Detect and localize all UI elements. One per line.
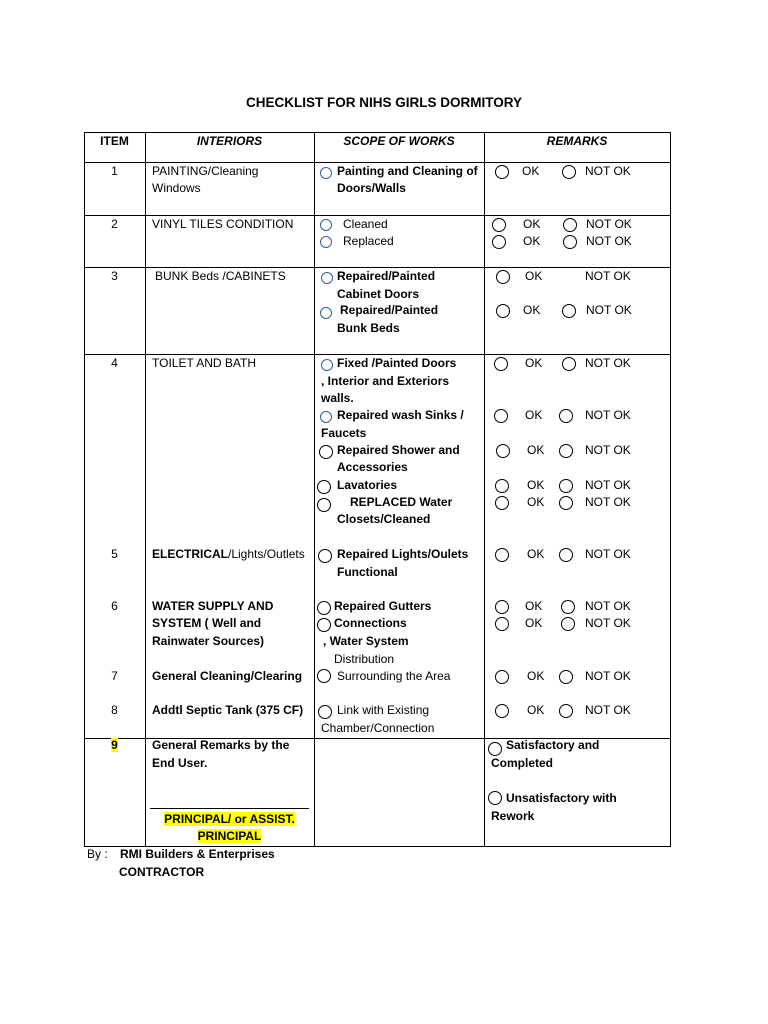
signature-line (150, 808, 309, 809)
interior-text: Windows (152, 181, 201, 195)
scope-radio[interactable] (317, 601, 331, 615)
scope-text: Repaired Gutters (334, 599, 432, 613)
item-number: 7 (111, 669, 118, 683)
not-ok-label: NOT OK (585, 547, 631, 561)
ok-radio[interactable] (496, 304, 510, 318)
contractor-name: RMI Builders & Enterprises (120, 847, 275, 861)
ok-label: OK (527, 703, 545, 717)
ok-radio[interactable] (495, 479, 509, 493)
scope-text: Faucets (321, 426, 367, 440)
interior-text: End User. (152, 756, 208, 770)
interior-text: TOILET AND BATH (152, 356, 257, 370)
ok-label: OK (523, 234, 541, 248)
ok-label: OK (525, 616, 543, 630)
scope-text: Repaired Lights/Oulets (337, 547, 469, 561)
ok-label: OK (525, 599, 543, 613)
scope-text: Accessories (337, 460, 408, 474)
scope-text: Painting and Cleaning of (337, 164, 478, 178)
item-number: 8 (111, 703, 118, 717)
ok-radio[interactable] (494, 409, 508, 423)
scope-text: Link with Existing (337, 703, 430, 717)
ok-label: OK (527, 495, 545, 509)
ok-radio[interactable] (495, 165, 509, 179)
not-ok-label: NOT OK (585, 269, 631, 283)
ok-radio[interactable] (494, 357, 508, 371)
scope-radio[interactable] (318, 705, 332, 719)
not-ok-radio[interactable] (562, 357, 576, 371)
scope-text: Repaired/Painted (340, 303, 439, 317)
scope-text: walls. (321, 391, 354, 405)
ok-radio[interactable] (495, 617, 509, 631)
scope-text: Doors/Walls (337, 181, 406, 195)
not-ok-label: NOT OK (585, 164, 631, 178)
remark-text: Satisfactory and (506, 738, 600, 752)
ok-label: OK (523, 303, 541, 317)
ok-radio[interactable] (492, 235, 506, 249)
scope-text: Repaired Shower and (337, 443, 460, 457)
ok-radio[interactable] (495, 496, 509, 510)
header-item: ITEM (100, 134, 129, 148)
not-ok-label: NOT OK (586, 303, 632, 317)
not-ok-label: NOT OK (585, 408, 631, 422)
scope-radio[interactable] (317, 669, 331, 683)
scope-radio[interactable] (317, 618, 331, 632)
scope-text: Replaced (343, 234, 394, 248)
scope-radio[interactable] (319, 445, 333, 459)
scope-text: Bunk Beds (337, 321, 400, 335)
ok-radio[interactable] (495, 548, 509, 562)
interior-text: ELECTRICAL/Lights/Outlets (152, 547, 305, 561)
not-ok-radio[interactable] (563, 235, 577, 249)
scope-text: Closets/Cleaned (337, 512, 431, 526)
item-number: 1 (111, 164, 118, 178)
satisfactory-radio[interactable] (488, 742, 502, 756)
not-ok-radio[interactable] (559, 496, 573, 510)
item-number: 6 (111, 599, 118, 613)
header-interiors: INTERIORS (196, 134, 263, 148)
not-ok-radio[interactable] (559, 670, 573, 684)
item-number: 2 (111, 217, 118, 231)
scope-text: Functional (337, 565, 398, 579)
scope-text: Distribution (334, 652, 395, 666)
scope-radio[interactable] (320, 307, 332, 319)
not-ok-label: NOT OK (585, 669, 631, 683)
not-ok-label: NOT OK (585, 356, 631, 370)
ok-label: OK (525, 356, 543, 370)
ok-label: OK (525, 269, 543, 283)
ok-radio[interactable] (496, 444, 510, 458)
ok-label: OK (527, 443, 545, 457)
not-ok-label: NOT OK (585, 599, 631, 613)
interior-text: SYSTEM ( Well and (152, 616, 262, 630)
interior-text: WATER SUPPLY AND (152, 599, 274, 613)
header-scope: SCOPE OF WORKS (343, 134, 455, 148)
not-ok-radio[interactable] (559, 548, 573, 562)
scope-radio[interactable] (320, 219, 332, 231)
remark-text: Rework (491, 809, 535, 823)
remark-text: Completed (491, 756, 554, 770)
ok-label: OK (525, 408, 543, 422)
scope-text: Surrounding the Area (337, 669, 451, 683)
not-ok-radio[interactable] (562, 304, 576, 318)
scope-text: , Water System (323, 634, 409, 648)
interior-text: VINYL TILES CONDITION (152, 217, 294, 231)
ok-radio[interactable] (495, 704, 509, 718)
interior-text: General Remarks by the (152, 738, 290, 752)
unsatisfactory-radio[interactable] (488, 791, 502, 805)
scope-text: Repaired wash Sinks / (337, 408, 464, 422)
scope-radio[interactable] (320, 411, 332, 423)
scope-text: REPLACED Water (350, 495, 453, 509)
interior-text: PAINTING/Cleaning (152, 164, 259, 178)
scope-text: , Interior and Exteriors (321, 374, 450, 388)
scope-radio[interactable] (320, 167, 332, 179)
ok-label: OK (527, 547, 545, 561)
header-remarks: REMARKS (546, 134, 608, 148)
scope-text: Lavatories (337, 478, 398, 492)
not-ok-label: NOT OK (585, 495, 631, 509)
ok-radio[interactable] (496, 270, 510, 284)
contractor-role: CONTRACTOR (119, 865, 205, 879)
scope-radio[interactable] (317, 498, 331, 512)
interior-text: General Cleaning/Clearing (152, 669, 303, 683)
ok-label: OK (527, 478, 545, 492)
signature-title: PRINCIPAL (197, 829, 262, 843)
footer-by: By : (87, 847, 108, 861)
scope-radio[interactable] (320, 236, 332, 248)
scope-text: Cleaned (343, 217, 388, 231)
scope-text: Chamber/Connection (321, 721, 435, 735)
ok-radio[interactable] (495, 670, 509, 684)
scope-radio[interactable] (317, 480, 331, 494)
interior-text: Rainwater Sources) (152, 634, 265, 648)
not-ok-radio[interactable] (563, 218, 577, 232)
not-ok-radio[interactable] (561, 617, 575, 631)
item-number: 4 (111, 356, 118, 370)
not-ok-radio[interactable] (559, 704, 573, 718)
ok-label: OK (522, 164, 540, 178)
scope-text: Cabinet Doors (337, 287, 420, 301)
not-ok-label: NOT OK (586, 234, 632, 248)
interior-text: BUNK Beds /CABINETS (155, 269, 286, 283)
not-ok-label: NOT OK (586, 217, 632, 231)
signature-title: PRINCIPAL/ or ASSIST. (164, 812, 295, 826)
scope-radio[interactable] (321, 272, 333, 284)
not-ok-radio[interactable] (561, 600, 575, 614)
ok-radio[interactable] (495, 600, 509, 614)
ok-label: OK (523, 217, 541, 231)
item-number: 3 (111, 269, 118, 283)
not-ok-label: NOT OK (585, 478, 631, 492)
not-ok-radio[interactable] (559, 479, 573, 493)
scope-text: Connections (334, 616, 407, 630)
ok-radio[interactable] (492, 218, 506, 232)
not-ok-label: NOT OK (585, 443, 631, 457)
scope-text: Fixed /Painted Doors (337, 356, 457, 370)
scope-radio[interactable] (321, 359, 333, 371)
scope-radio[interactable] (318, 549, 332, 563)
ok-label: OK (527, 669, 545, 683)
not-ok-radio[interactable] (559, 444, 573, 458)
remark-text: Unsatisfactory with (506, 791, 617, 805)
not-ok-label: NOT OK (585, 703, 631, 717)
scope-text: Repaired/Painted (337, 269, 436, 283)
not-ok-label: NOT OK (585, 616, 631, 630)
page-title: CHECKLIST FOR NIHS GIRLS DORMITORY (245, 95, 522, 110)
item-number: 9 (111, 738, 118, 752)
not-ok-radio[interactable] (559, 409, 573, 423)
interior-text: Addtl Septic Tank (375 CF) (152, 703, 304, 717)
not-ok-radio[interactable] (562, 165, 576, 179)
item-number: 5 (111, 547, 118, 561)
